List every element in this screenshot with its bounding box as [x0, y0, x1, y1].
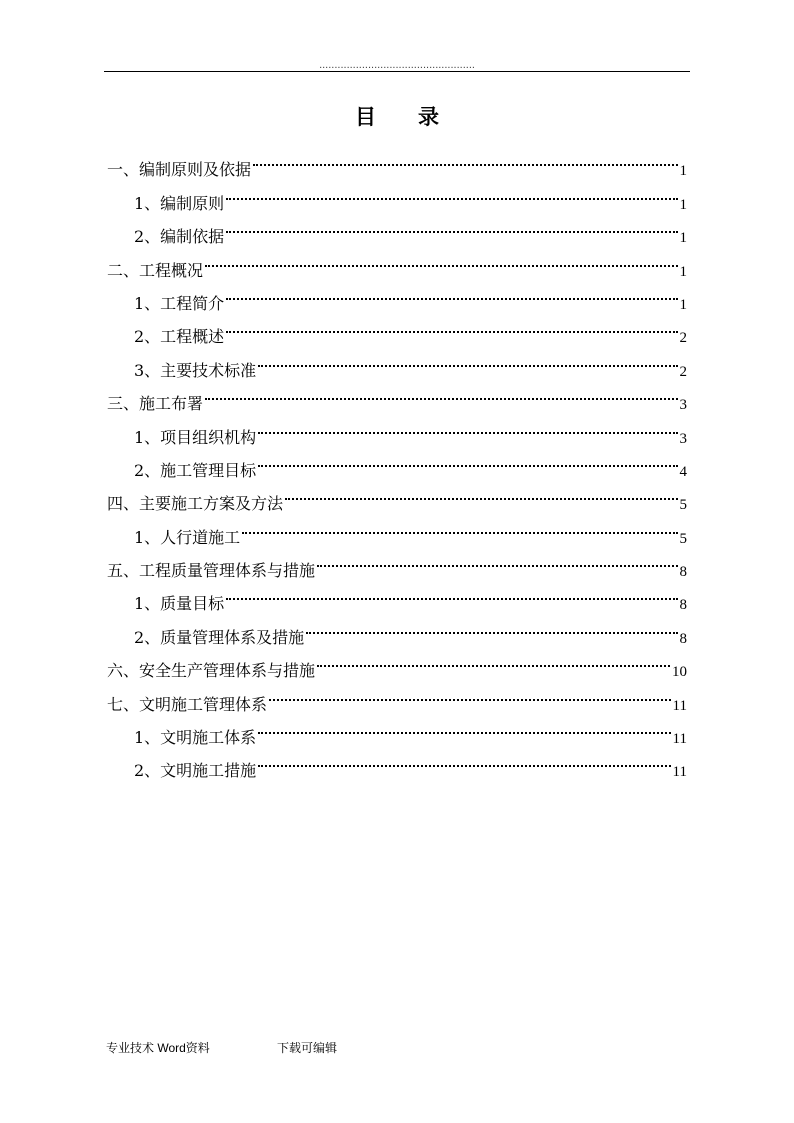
toc-entry-label: 四、主要施工方案及方法	[107, 494, 284, 514]
toc-dot-leader	[285, 476, 677, 509]
footer	[106, 1040, 338, 1056]
toc-entry-label: 1、项目组织机构	[134, 427, 257, 447]
toc-title	[0, 104, 794, 130]
toc-entry-page-number: 10	[672, 664, 687, 681]
toc-entry-label: 三、施工布署	[107, 394, 204, 414]
toc-entry-page-number: 11	[672, 697, 687, 714]
toc-title-part2: 录	[418, 104, 439, 129]
toc-entry-page-number: 1	[679, 296, 687, 313]
toc-entry-label: 2、编制依据	[134, 227, 225, 247]
toc-entry-page-number: 3	[679, 430, 687, 447]
toc-entry-label: 七、文明施工管理体系	[107, 694, 268, 714]
toc-entry-label: 2、施工管理目标	[134, 460, 257, 480]
toc-dot-leader	[258, 409, 677, 442]
toc-entry-page-number: 8	[679, 564, 687, 581]
toc-dot-leader	[306, 609, 677, 642]
toc-entry-page-number: 1	[679, 263, 687, 280]
toc-dot-leader	[258, 710, 670, 743]
toc-entry-label: 2、文明施工措施	[134, 761, 257, 781]
toc-dot-leader	[317, 643, 670, 676]
toc-entry-page-number: 5	[679, 530, 687, 547]
toc-dot-leader	[205, 376, 677, 409]
toc-entry[interactable]	[107, 142, 687, 180]
toc-entry-label: 1、人行道施工	[134, 527, 241, 547]
toc-entry-page-number: 1	[679, 196, 687, 213]
toc-dot-leader	[258, 443, 677, 476]
toc-dot-leader	[269, 676, 671, 709]
toc-entry-page-number: 1	[679, 163, 687, 180]
footer-right: 下载可编辑	[277, 1041, 338, 1055]
toc-entry-label: 五、工程质量管理体系与措施	[107, 561, 316, 581]
toc-entry-label: 二、工程概况	[107, 260, 204, 280]
toc-entry-page-number: 11	[672, 731, 687, 748]
toc-entry-page-number: 4	[679, 463, 687, 480]
toc-entry-page-number: 8	[679, 597, 687, 614]
toc-entry-page-number: 8	[679, 630, 687, 647]
toc-entry-label: 一、编制原则及依据	[107, 160, 252, 180]
toc-entry-page-number: 1	[679, 230, 687, 247]
toc-entry-page-number: 2	[679, 330, 687, 347]
table-of-contents	[107, 142, 687, 781]
toc-entry-label: 1、质量目标	[134, 594, 225, 614]
toc-dot-leader	[226, 276, 677, 309]
toc-dot-leader	[226, 175, 677, 208]
toc-entry-page-number: 11	[672, 764, 687, 781]
toc-dot-leader	[226, 576, 677, 609]
toc-entry-label: 六、安全生产管理体系与措施	[107, 661, 316, 681]
toc-dot-leader	[253, 142, 677, 175]
toc-entry-label: 1、编制原则	[134, 193, 225, 213]
toc-entry-label: 1、文明施工体系	[134, 728, 257, 748]
toc-entry-page-number: 2	[679, 363, 687, 380]
toc-entry-label: 1、工程简介	[134, 293, 225, 313]
toc-dot-leader	[258, 342, 677, 375]
header-dots: ...................................................	[319, 59, 475, 71]
toc-dot-leader	[226, 209, 677, 242]
footer-left: 专业技术 Word资料	[106, 1041, 210, 1055]
toc-dot-leader	[258, 743, 670, 776]
toc-dot-leader	[205, 242, 677, 275]
header-rule	[104, 71, 690, 72]
toc-entry-page-number: 5	[679, 497, 687, 514]
toc-dot-leader	[317, 543, 677, 576]
toc-entry-label: 2、工程概述	[134, 327, 225, 347]
toc-title-part1: 目	[355, 104, 376, 129]
toc-entry-label: 2、质量管理体系及措施	[134, 627, 305, 647]
toc-dot-leader	[242, 509, 677, 542]
toc-entry-page-number: 3	[679, 397, 687, 414]
toc-entry-label: 3、主要技术标准	[134, 360, 257, 380]
toc-dot-leader	[226, 309, 677, 342]
